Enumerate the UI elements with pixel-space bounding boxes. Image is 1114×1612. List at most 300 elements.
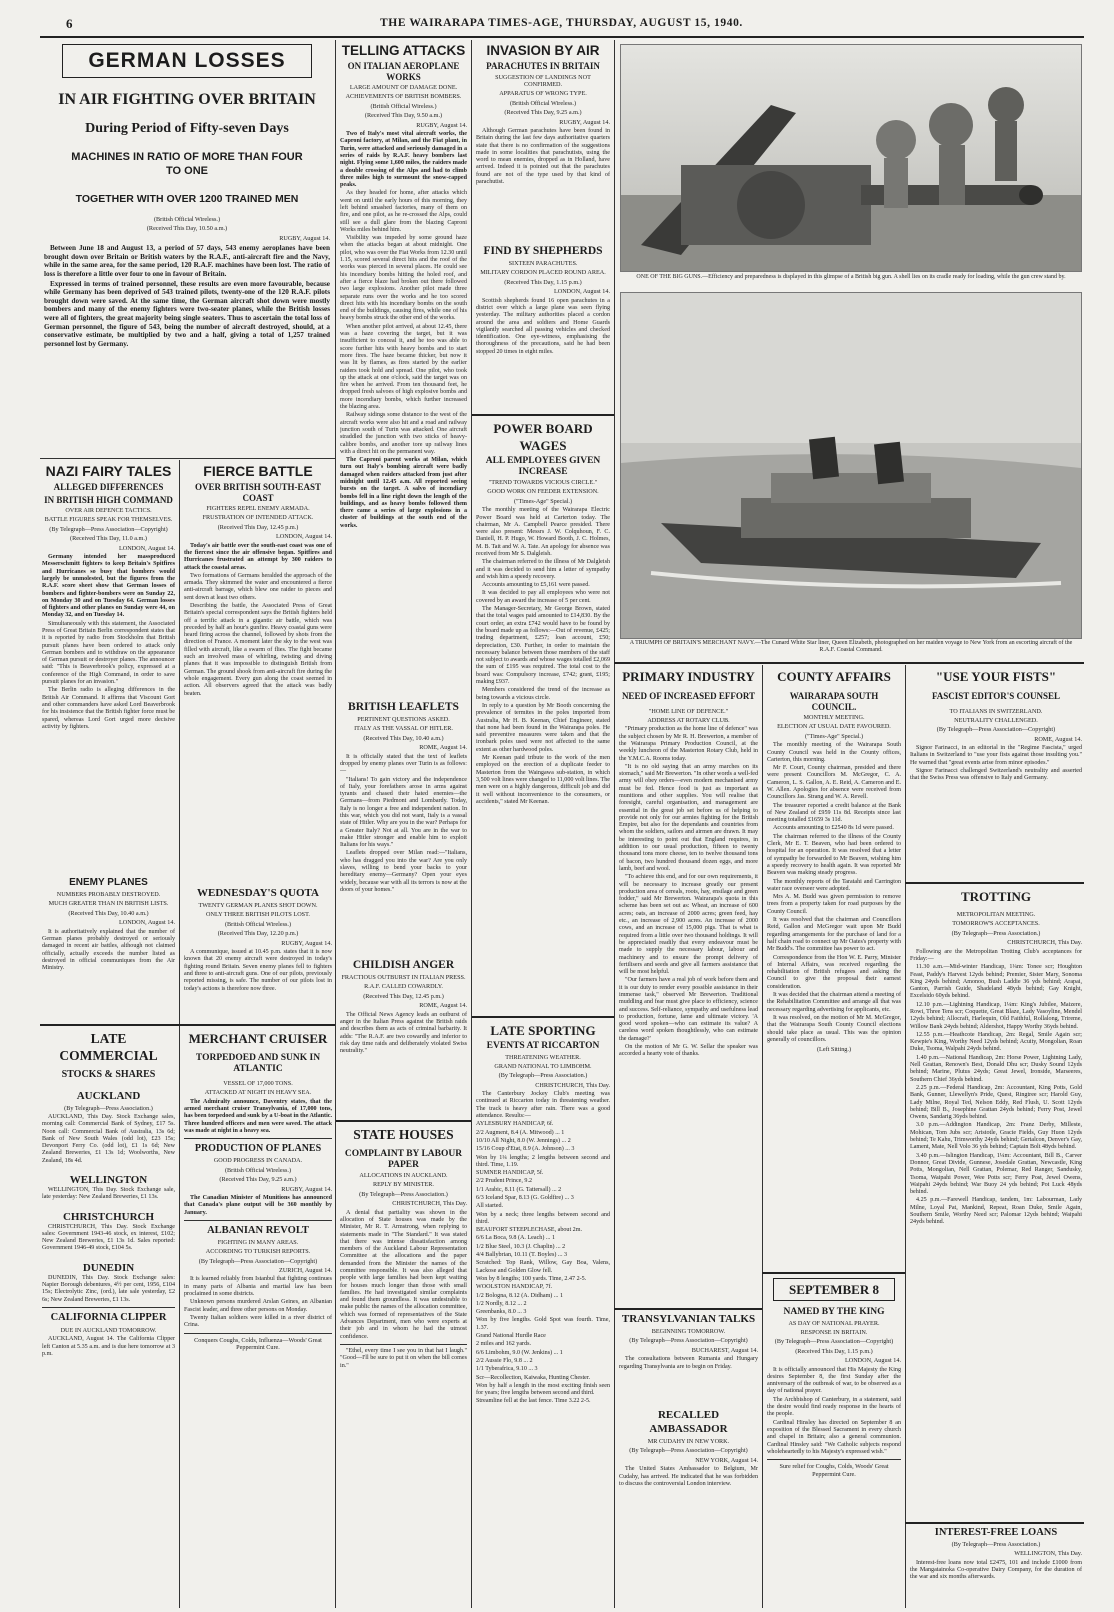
section-rule — [905, 882, 1084, 884]
power-board-credit: ("Times-Age" Special.) — [513, 497, 573, 505]
invasion-credit: (British Official Wireless.) — [509, 99, 577, 107]
telling-sub: ACHIEVEMENTS OF BRITISH BOMBERS. — [345, 93, 462, 101]
power-board-para: Mr Keenan paid tribute to the work of the men employed on the erection of a duplicate feeder to Masterton from the Waingawa sub-station, in which 3,500 volt lines were changed to 11,000 volt lines. The men were on a highly dangerous, difficult job and did it well without inconvenience to the consumers, or accidents," stated Mr Keenan. — [476, 755, 610, 805]
shepherds-received: (Received This Day, 1.15 p.m.) — [504, 278, 582, 286]
sporting-credit: (By Telegraph—Press Association.) — [498, 1072, 588, 1080]
trotting-headline: TROTTING — [960, 889, 1032, 904]
ship-image — [621, 293, 1081, 638]
september-dateline: LONDON, August 14. — [844, 1357, 901, 1365]
primary-sub: "HOME LINE OF DEFENCE." — [648, 707, 729, 715]
section-rule — [614, 1308, 762, 1310]
trotting-para: 11.30 a.m.—Mid-winter Handicap, 1¼m: Tonee scr; Houghton Feast, Paddy's Harvest 12yds behind; Premier, Sister Mary, Sonoma King 24yds behind; Amonoo, Bush Laddie 36 yds behind; Arapai, Ganton, Parrish Guide, Shadeland 48yds behind; Gay Knight, Excelsido 60yds behind. — [910, 964, 1082, 1000]
trotting-para: 12.55 p.m.—Heathcote Handicap, 2m: Regal, Smile Again scr; Kewpie's King, Worthy Need 12yds behind; Acuity, Mongolian, Roan Duke, Tsoma, Walpahi 24yds behind. — [910, 1031, 1082, 1053]
production-credit: (British Official Wireless.) — [224, 1166, 292, 1174]
interest-headline: INTEREST-FREE LOANS — [934, 1527, 1058, 1538]
trotting-credit: (By Telegraph—Press Association.) — [951, 929, 1041, 937]
nazi-para: Simultaneously with this statement, the Associated Press of Great Britain Berlin correspondent states that it is reported by radio from Stockholm that British pursuit planes have been ordered to attack only German bombers and to withdraw on the appearance of German pursuit or destroyer planes. The announcer said: "This is Beaverbrook's policy, expressed at a conference of the High Command, in order to save pursuit planes for an invasion." — [42, 620, 175, 686]
shepherds-sub: MILITARY CORDON PLACED ROUND AREA. — [480, 269, 606, 277]
telling-para: When another pilot arrived, at about 12.45, there was a haze covering the target, but it was insufficient to conceal it, and he too was able to score further hits with heavy bombs and to start more fires. The haze became thicker, but now it was lit by flames, as fires started by the earlier raiders took hold and spread. One pilot, who took up the attack at one o'clock, said the target was on fire when he arrived. From ten thousand feet, he dropped fresh salvoes of high explosive bombs and more incendiary bombs, which further increased the blazing area. — [340, 323, 467, 411]
race-result-line: Won by 8 lengths; 100 yards. Time, 2.47 2-5. — [476, 1275, 587, 1282]
childish-anger-article — [340, 958, 467, 1118]
enemy-planes-received: (Received This Day, 10.40 a.m.) — [68, 909, 149, 917]
september-credit: (By Telegraph—Press Association—Copyright) — [774, 1338, 894, 1346]
race-result-line: 6/6 Limbohm, 9.0 (W. Jenkins) ... 1 — [476, 1349, 563, 1356]
german-losses-article — [44, 44, 330, 454]
commercial-sub: STOCKS & SHARES — [61, 1069, 156, 1080]
transylvanian-sub: BEGINNING TOMORROW. — [651, 1328, 726, 1335]
invasion-headline: INVASION BY AIR — [486, 43, 600, 58]
column-rule — [905, 665, 906, 1608]
german-losses-dateline: RUGBY, August 14. — [279, 234, 330, 242]
telling-sub: LARGE AMOUNT OF DAMAGE DONE. — [349, 84, 458, 91]
telling-dateline: RUGBY, August 14. — [416, 121, 467, 129]
race-result-line: 10/10 All Night, 8.0 (W. Jennings) ... 2 — [476, 1137, 571, 1144]
primary-para: "Primary production as the home line of defence" was the subject chosen by Mr R. H. Brewerton, a member of the Wairarapa Primary Production Council, at the weekly luncheon of the Masterton Rotary Club, held in the Y.M.C.A. Rooms today. — [619, 726, 758, 762]
interest-free-article — [910, 1526, 1082, 1608]
september-received: (Received This Day, 1.15 p.m.) — [795, 1347, 873, 1355]
nazi-fairy-tales-article — [42, 462, 175, 870]
trotting-para: 4.25 p.m.—Farewell Handicap, tandem, 1m: Labourman, Lady Milne, Loyal Pat, Mankind, Repeat, Roan Duke, Smile Again, Southern Smile, Worthy Need scr; Palomar 12yds behind; Waipahi 24yds behind. — [910, 1197, 1082, 1226]
section-rule — [336, 1120, 471, 1122]
race-result-line: 2 miles and 162 yards. — [476, 1341, 532, 1348]
production-dateline: RUGBY, August 14. — [281, 1185, 332, 1193]
power-board-para: In reply to a question by Mr Booth concerning the prevalence of termites in the poles imported from Australia, Mr H. B. Keenan, Chief Engineer, stated that none had been found in the Wairarapa poles. He said preventive measures were taken and that the ironbark poles used were not affected to the same extent as other hardwood poles. — [476, 702, 610, 753]
telling-sub: ON ITALIAN AEROPLANE WORKS — [347, 61, 460, 82]
shepherds-dateline: LONDON, August 14. — [553, 288, 610, 296]
fierce-sub: FRUSTRATION OF INTENDED ATTACK. — [202, 514, 314, 522]
divider — [184, 1220, 332, 1221]
state-houses-joke: "Ethel, every time I see you in that hat I laugh." "Good—I'll be sure to put it on when the bill comes in." — [340, 1347, 467, 1369]
september-sub: RESPONSE IN BRITAIN. — [800, 1328, 868, 1336]
primary-industry-article — [619, 668, 758, 1304]
county-para: It was decided that the chairman attend a meeting of the Rehabilitation Committee and arrange all that was necessary regarding advertising for applicants, etc. — [767, 992, 901, 1013]
recalled-dateline: NEW YORK, August 14. — [695, 1456, 758, 1464]
state-houses-dateline: CHRISTCHURCH, This Day. — [392, 1200, 467, 1208]
county-para: The monthly meeting of the Wairarapa South County Council was held in the County offices, Carterton, this morning. — [767, 742, 901, 763]
fists-sub: NEUTRALITY CHALLENGED. — [954, 716, 1038, 724]
recalled-credit: (By Telegraph—Press Association—Copyright) — [629, 1447, 748, 1455]
september-ad: Sure relief for Coughs, Colds, Woods' Great Peppermint Cure. — [779, 1463, 889, 1478]
sporting-headline: LATE SPORTING — [490, 1023, 596, 1038]
fierce-received: (Received This Day, 12.45 p.m.) — [217, 523, 299, 531]
power-board-para: Members considered the trend of the increase as being towards a vicious circle. — [476, 687, 610, 701]
wednesday-credit: (British Official Wireless.) — [224, 920, 292, 928]
telling-para: Visibility was impeded by some ground haze when the attacks began at about midnight. One pilot, who was over the Fiat Works from 12.30 until 1.15, scored several direct hits and the roof of the works was pierced in several places. He could see his incendiary bombs hitting the holed roof, and after a fierce blaze had broken out there followed two large explosions. Another pilot made three separate runs over the works and he too scored direct hits with his incendiary bombs on the south end of the buildings, causing fires, while one of his heavy bombs struck the other end of the works. — [340, 235, 467, 322]
primary-para: "It is no old saying that an army marches on its stomach," said Mr Brewerton. "In other words a well-fed army will obey orders—even modern mechanised army must be fed. Hence food is just as important as munitions and other supplies. You will realise that foresight, careful organisation, and management are essential in the great job set before us of helping to provide not only for our armies fighting for the British Empire, but also for the dependants and countries from whom the soldiers, sailors and airmen are drawn. It may be interesting to point out that England requires, in addition to our usual production, fifteen to twenty thousand tons more cheese, ten to twelve thousand tons of bacon, two hundred thousand dozen eggs, and more lamb, beef and wool. — [619, 763, 758, 872]
albanian-sub: ACCORDING TO TURKISH REPORTS. — [205, 1248, 311, 1256]
september-para: The Archbishop of Canterbury, in a statement, said the desire would find ready response in the hearts of the people. — [767, 1396, 901, 1418]
trotting-article — [910, 888, 1082, 1518]
fists-headline: "USE YOUR FISTS" — [935, 669, 1057, 684]
shepherds-headline: FIND BY SHEPHERDS — [483, 245, 603, 257]
county-para: Accounts amounting to £2540 8s 1d were passed. — [773, 825, 894, 832]
race-result-line: 2/2 Augment, 8.4 (A. Mitwood) ... 1 — [476, 1129, 565, 1136]
albanian-ad: Conquers Coughs, Colds, Influenza—Woods' Great Peppermint Cure. — [194, 1336, 322, 1351]
shepherds-sub: SIXTEEN PARACHUTES. — [508, 260, 578, 267]
albanian-sub: FIGHTING IN MANY AREAS. — [217, 1238, 299, 1246]
invasion-para: Although German parachutes have been found in Britain during the last few days authoritative quarters state that there is no confirmation of the suggestions made in some localities that parachutists, using the word to mean enemies, dropped as in Holland, have arrived. Indeed it is pointed out that the parachutes found are not of the type used by that kind of parachutist. — [476, 127, 610, 186]
nazi-para: Germany intended her massproduced Messerschmitt fighters to keep Britain's Spitfires and Hurricanes so busy that bombers would largely be unmolested, but the figures from the R.A.F. score sheet show that German losses of bombers and fighter-bombers were on Sunday 22, on Monday 30 and on Tuesday 64. German losses of fighters and other planes on Sunday were 44, on Monday 32, and on Tuesday 14. — [42, 554, 175, 619]
county-para: The monthly reports of the Taratahi and Carrington water race overseer were adopted. — [767, 878, 901, 892]
trotting-para: 1.40 p.m.—National Handicap, 2m: Horse Power, Lightning Lady, Nell Grattan, Renown's Best, Donald Dhu scr; Dusky Sound 12yds behind; Marine, Plutus 24yds; Great Jewel, Ironside, Marseeres, Southern Chief 36yds behind. — [910, 1054, 1082, 1083]
race-result-line: 1/2 Bologna, 8.12 (A. Didham) ... 1 — [476, 1292, 563, 1299]
power-board-sub: GOOD WORK ON FEEDER EXTENSION. — [487, 488, 599, 496]
enemy-planes-sub: NUMBERS PROBABLY DESTROYED. — [56, 891, 161, 898]
nazi-para: The Berlin radio is alleging differences in the British Air Command. It affirms that Viscount Gort and other commanders have asked Lord Beaverbrook for his insistence that the British fighter force must be spared, whereas Lord Gort urged more decisive activity by fighters. — [42, 687, 175, 730]
section-rule — [762, 1272, 905, 1274]
trotting-para: 12.10 p.m.—Lightning Handicap, 1¼m: King's Jubilee, Maizere, Rowi, Three Tens scr; Coquette, Great Blaze, Lady Vasoyline, Mendel 12yds behind; Allocraft, Harlequin, Old Faithful, Rollalong, Trireme, Willow Bank 24yds behind; Aldershot, Happy Worthy 36yds behind. — [910, 1001, 1082, 1030]
race-result-line: 1/2 Nordly, 8.12 ... 2 — [476, 1300, 527, 1307]
page-number: 6 — [66, 16, 73, 31]
recalled-para: The United States Ambassador to Belgium, Mr Cudahy, has arrived. He indicated that he was forbidden to discuss the controversial London interview. — [619, 1466, 758, 1487]
german-losses-sub1: IN AIR FIGHTING OVER BRITAIN — [58, 91, 316, 108]
albanian-headline: ALBANIAN REVOLT — [207, 1224, 309, 1236]
leaflets-para: It is officially stated that the text of leaflets dropped by enemy planes over Turin is as follows:— — [340, 753, 467, 775]
race-result-line: SUMNER HANDICAP, 5f. — [476, 1170, 544, 1177]
race-result-line: 6/6 La Boca, 9.8 (A. Leach) ... 1 — [476, 1235, 556, 1242]
power-board-sub: "TREND TOWARDS VICIOUS CIRCLE." — [488, 479, 598, 486]
county-sub: WAIRARAPA SOUTH COUNCIL. — [789, 691, 879, 712]
race-result-line: 2/2 Prudent Prince, 9.2 — [476, 1178, 533, 1185]
merchant-sub: VESSEL OF 17,000 TONS. — [223, 1080, 293, 1087]
enemy-planes-headline: ENEMY PLANES — [69, 877, 148, 888]
commercial-christchurch-head: CHRISTCHURCH — [62, 1210, 155, 1223]
wednesday-sub: TWENTY GERMAN PLANES SHOT DOWN. — [198, 902, 318, 909]
power-board-article — [476, 420, 610, 1012]
state-houses-sub: ALLOCATIONS IN AUCKLAND. — [359, 1172, 448, 1179]
nazi-sub: IN BRITISH HIGH COMMAND — [44, 494, 173, 505]
race-result-line: 4/4 Ballybrian, 10.11 (T. Boyles) ... 3 — [476, 1252, 568, 1259]
county-affairs-article — [767, 668, 901, 1268]
primary-sub: ADDRESS AT ROTARY CLUB. — [647, 716, 730, 724]
section-rule — [472, 414, 614, 416]
production-para: The Canadian Minister of Munitions has announced that Canada's plane output will be 360 monthly by January. — [184, 1194, 332, 1216]
use-your-fists-article — [910, 668, 1082, 880]
race-result-line: 2/2 Aussie Flo, 9.8 ... 2 — [476, 1357, 533, 1364]
race-result-line: AYLESBURY HANDICAP, 6f. — [476, 1121, 554, 1128]
divider — [184, 1138, 332, 1139]
british-leaflets-article — [340, 700, 467, 952]
german-losses-credit: (British Official Wireless.) — [153, 216, 221, 223]
fists-sub: FASCIST EDITOR'S COUNSEL — [931, 691, 1061, 701]
nazi-sub: ALLEGED DIFFERENCES — [53, 482, 164, 492]
production-headline: PRODUCTION OF PLANES — [194, 1143, 322, 1155]
leaflets-received: (Received This Day, 10.40 a.m.) — [363, 734, 444, 742]
fierce-dateline: LONDON, August 14. — [275, 533, 332, 541]
leaflets-sub: ITALY AS THE VASSAL OF HITLER. — [354, 725, 453, 733]
childish-dateline: ROME, August 14. — [419, 1002, 467, 1010]
county-sub: ELECTION AT USUAL DATE FAVOURED. — [777, 723, 891, 731]
invasion-sub: SUGGESTION OF LANDINGS NOT CONFIRMED. — [495, 73, 591, 88]
fists-dateline: ROME, August 14. — [1034, 735, 1082, 743]
fists-para: Signor Farinacci, in an editorial in the "Regime Fascista," urged Italians in Switzerland to "use your fists against those insulting you." He warned that "great events arise from minor episodes." — [910, 745, 1082, 766]
fierce-para: Today's air battle over the south-east coast was one of the fiercest since the air offensive began. Spitfires and Hurricanes frustrated an attempt by 300 raiders to attack the coastal areas. — [184, 542, 332, 571]
trotting-dateline: CHRISTCHURCH, This Day. — [1007, 939, 1082, 947]
merchant-sub: ATTACKED AT NIGHT IN HEAVY SEA. — [204, 1089, 312, 1097]
primary-sub: NEED OF INCREASED EFFORT — [621, 691, 756, 701]
transylvanian-dateline: BUCHAREST, August 14. — [691, 1346, 758, 1354]
fists-sub: TO ITALIANS IN SWITZERLAND. — [949, 707, 1043, 715]
telling-headline: TELLING ATTACKS — [341, 43, 466, 58]
commercial-dunedin-head: DUNEDIN — [82, 1261, 135, 1274]
september-headline: SEPTEMBER 8 — [789, 1282, 879, 1297]
german-losses-sub4: TOGETHER WITH OVER 1200 TRAINED MEN — [75, 193, 299, 205]
commercial-auckland-head: AUCKLAND — [76, 1089, 141, 1102]
sporting-dateline: CHRISTCHURCH, This Day. — [535, 1081, 610, 1089]
county-left-sitting: (Left Sitting.) — [816, 1046, 852, 1054]
invasion-dateline: RUGBY, August 14. — [559, 118, 610, 126]
recalled-headline: RECALLED AMBASSADOR — [649, 1409, 728, 1435]
power-board-para: Accounts amounting to £5,161 were passed. — [482, 582, 590, 589]
september-article — [767, 1278, 901, 1606]
wednesday-para: A communique, issued at 10.45 p.m. states that it is now known that 20 enemy aircraft were destroyed in today's fighting round Britain. Seven enemy planes fell to fighters and three to anti-aircraft guns. One of our pilots, previously reported missing, is safe. The number of our pilots lost in today's actions is therefore now three. — [184, 949, 332, 992]
race-result-line: Won by a neck; three lengths between second and third. — [476, 1211, 610, 1225]
divider — [767, 1459, 901, 1460]
power-board-para: The Manager-Secretary, Mr George Brown, stated that the total wages paid amounted to £14,830. By the court order, an extra £742 would have to be found by the board made up as follows:—Out of revenue, £425; trading department, £257; loan account, £50; depreciation, £30. Further, in order to maintain the necessary balance between those members of the staff not subject to awards and whose wages totalled £2,069 the sum of £195 was required. The total cost to the board was: Compulsory increase, £742; grant, £195; making £937. — [476, 606, 610, 686]
commercial-headline: LATE COMMERCIAL — [59, 1031, 158, 1063]
county-sub: MONTHLY MEETING. — [803, 714, 865, 721]
leaflets-headline: BRITISH LEAFLETS — [348, 701, 459, 713]
power-board-headline: POWER BOARD WAGES — [493, 421, 593, 453]
september-sub: NAMED BY THE KING — [783, 1307, 885, 1317]
section-rule — [40, 1024, 335, 1026]
fierce-para: Describing the battle, the Associated Press of Great Britain's special correspondent says the British fighters held off a terrific attack in a gigantic air battle, which was preceded by half an hour's gunfire. Heavy coastal guns were heard firing across the channel, followed by shots from the direction of France. A moment later the sky to the west was filled with aircraft, like a swarm of flies. The fight became such an involved mass of whirling, twisting and diving planes that it was impossible to distinguish British from German. The ground shook from anti-aircraft fire during the whole engagement. Every gun along the coast seemed in action. All observers agreed that the attack was badly beaten. — [184, 603, 332, 697]
fierce-battle-article — [184, 462, 332, 882]
german-losses-sub2: During Period of Fifty-seven Days — [85, 121, 289, 136]
race-result-line: 1/2 Blue Steel, 10.3 (J. Chaplin) ... 2 — [476, 1243, 566, 1250]
german-losses-headline: GERMAN LOSSES — [88, 49, 286, 72]
fierce-para: Two formations of Germans heralded the approach of the armada. They skimmed the water and encountered a fierce anti-aircraft barrage, which blew one raider to pieces and sent down at least two others. — [184, 572, 332, 601]
race-result-line: 1/1 Arabic, 8.11 (G. Tattersall) ... 2 — [476, 1186, 562, 1193]
masthead-rule — [40, 36, 1084, 38]
recalled-sub: MR CUDAHY IN NEW YORK. — [647, 1438, 730, 1445]
wednesday-headline: WEDNESDAY'S QUOTA — [197, 887, 319, 899]
sporting-sub: GRAND NATIONAL TO LIMBOHM. — [494, 1062, 592, 1070]
power-board-sub: ALL EMPLOYEES GIVEN INCREASE — [485, 456, 601, 477]
interest-para: Interest-free loans now total £2475, 101 and include £1000 from the Mangatainoka Co-operative Dairy Company, for the duration of the war and six months afterwards. — [910, 1559, 1082, 1581]
fists-para: Signor Farinacci challenged Switzerland's neutrality and asserted that the Swiss Press was offensive to Italy and Germany. — [910, 768, 1082, 782]
county-para: The chairman referred to the illness of the County Clerk, Mr E. T. Beaven, who had been ordered to hospital for an operation. It was resolved that a letter of sympathy be forwarded to Mr Beaven, wishing him a speedy recovery to health again. It was reported Mr Beaven was making steady progress. — [767, 833, 901, 877]
leaflets-dateline: ROME, August 14. — [419, 744, 467, 752]
invasion-sub: APPARATUS OF WRONG TYPE. — [499, 90, 587, 98]
primary-headline: PRIMARY INDUSTRY — [622, 669, 755, 684]
clipper-text: AUCKLAND, August 14. The California Clipper left Canton at 5.35 a.m. and is due here tomorrow at 3 p.m. — [42, 1336, 175, 1357]
trotting-para: Following are the Metropolitan Trotting Club's acceptances for Friday:— — [910, 948, 1082, 962]
column-rule — [762, 665, 763, 1608]
fists-credit: (By Telegraph—Press Association—Copyright) — [936, 726, 1056, 734]
county-para: It was resolved that the chairman and Councillors Reid, Gallon and McGregor wait upon Mr Budd regarding arrangements for the purchase of land for a half chain road to connect up Mr Oates's property with Mr Budd's. The committee has power to act. — [767, 917, 901, 953]
childish-para: The Official News Agency leads an outburst of anger in the Italian Press against the British raids and describes them as acts of criminal barbarity. It adds: "The R.A.F. are two cowardly and inferior to risk day time raids and deliberately violated Swiss neutrality." — [340, 1011, 467, 1055]
county-para: The treasurer reported a credit balance at the Bank of New Zealand of £959 11s 8d. Receipts since last meeting totalled £1659 3s 11d. — [767, 802, 901, 824]
state-houses-credit: (By Telegraph—Press Association.) — [359, 1190, 448, 1198]
trotting-para: 2.25 p.m.—Federal Handicap, 2m: Accountant, King Potts, Gold Bank, Gunner, Llewellyn's Pride, Quest, Ringtree scr; Harold Guy, Lady Milne, Royal Ted, Nelson Eddy, Red Flush, U. Scott 12yds behind; Bill B., Josephine Grattan 24yds behind; Ferry Post, Jewel Owens, Sandarig 36yds behind. — [910, 1084, 1082, 1121]
transylvanian-headline: TRANSYLVANIAN TALKS — [621, 1313, 756, 1325]
german-losses-sub3: MACHINES IN RATIO OF MORE THAN FOUR TO ONE — [71, 151, 303, 177]
interest-credit: (By Telegraph—Press Association.) — [951, 1541, 1041, 1548]
county-credit: ("Times-Age" Special.) — [804, 732, 864, 740]
race-result-line: WOOLSTON HANDICAP, 7f. — [476, 1284, 553, 1291]
telling-para: Railway sidings some distance to the west of the aircraft works were also hit and a road and railway junction south of Turin was attacked. One aircraft straddled the junction with two sticks of heavy-calibre bombs, and another tore up railway lines with a direct hit on the permanent way. — [340, 412, 467, 455]
shepherds-article — [476, 244, 610, 412]
primary-para: "To achieve this end, and for our own requirements, it will be necessary to increase greatly our present production area of cereals, roots, hay, ensilage and green fodder," said Mr Brewerton. Wairarapa's quota in this scheme has been set out as: Wheat, an increase of 600 acres; oats, an increase of 2000 acres; green feed, hay etc., an increase of 2,900 acres. An increase of 2000 cows, and an increase of 15,000 pigs. That is what is required from a little over two thousand holdings. It will be appreciated readily that every endeavour must be made to supply the necessary labour, labour and machinery and to ensure the prompt delivery of fertilisers and seeds and give all farmers assistance that will be most helpful. — [619, 874, 758, 976]
telling-received: (Received This Day, 9.50 a.m.) — [364, 112, 443, 120]
commercial-auckland-text: AUCKLAND, This Day. Stock Exchange sales, morning call: Commercial Bank of Sydney, £17 5s. Noon call: Commercial Bank of Australia, 13s 6d; Bank of New South Wales (odd lot), £23 15s; Devonport Ferry Co. (odd lot), £1 1s 6d; New Zealand Breweries, £1 13s 1d; Woolworths, New Zealand, 18s 4d. — [42, 1113, 175, 1164]
production-received: (Received This Day, 9.25 a.m.) — [219, 1176, 297, 1184]
nazi-credit: (By Telegraph—Press Association—Copyright) — [49, 525, 168, 533]
divider — [184, 1333, 332, 1334]
nazi-received: (Received This Day, 11.0 a.m.) — [70, 535, 147, 543]
leaflets-para: Leaflets dropped over Milan read:—"Italians, who has dragged you into the war? Are you only slaves, willing to bend your backs to your hereditary enemy—Germany? Open your eyes widely, because war with all its terrors is now at the doors of your homes." — [340, 850, 467, 893]
wednesday-dateline: RUGBY, August 14. — [281, 939, 332, 947]
shepherds-para: Scottish shepherds found 16 open parachutes in a district over which a large plane was seen flying yesterday. The military authorities placed a cordon around the area and soldiers and Home Guards vigilantly searched all passing vehicles and checked identification. One eye-witness, emphasising the thoroughness of the precautions, said he had been stopped 20 times in eight miles. — [476, 297, 610, 355]
childish-sub: R.A.F. CALLED COWARDLY. — [364, 983, 443, 991]
september-para: It is officially announced that His Majesty the King desires September 8, the first Sunday after the anniversary of the outbreak of war, to be observed as a day of national prayer. — [767, 1366, 901, 1395]
transylvanian-credit: (By Telegraph—Press Association—Copyright) — [629, 1337, 748, 1345]
race-result-line: Won by 1¼ lengths; 2 lengths between second and third. Time, 1.19. — [476, 1154, 610, 1168]
trotting-para: 3.40 p.m.—Islington Handicap, 1¼m: Accountant, Bill B., Carver Donnor, Great Divide, Gunnese, Josedale Grattan, Newcastle, King Potts, Mongolian, Nell Grattan, Polemar, Red Ranger, Sandusky, Tsoma, Waipahi Power, Wee Potts scr; Ferry Post, Jewel Owens, Waipahi 24yds behind; War Buoy 24 yds behind; Pot Luck 48yds behind. — [910, 1152, 1082, 1196]
telling-attacks-article — [340, 42, 467, 692]
late-commercial-article — [42, 1030, 175, 1605]
masthead — [40, 14, 1084, 36]
divider — [340, 1344, 467, 1345]
power-board-para: The chairman referred to the illness of Mr Dalgleish and it was decided to send him a letter of sympathy and wish him a speedy recovery. — [476, 559, 610, 580]
enemy-planes-sub: MUCH GREATER THAN IN BRITISH LISTS. — [48, 900, 169, 908]
primary-para: "Our farmers have a real job of work before them and it is our duty to render every possible assistance in their immense task," observed Mr Brewerton. Traditional muddling and fear must give place to efficiency, science and success. Self-reliance, sympathy and usefulness lead to production, fortune, fame and ultimate victory. 'A good word spoken—who can estimate its value? A careless word spoken thoughtlessly, who can estimate the damage?' — [619, 977, 758, 1042]
sporting-sub: EVENTS AT RICCARTON — [486, 1041, 600, 1051]
county-headline: COUNTY AFFAIRS — [777, 669, 891, 684]
big-gun-photo — [620, 44, 1082, 272]
telling-para: Two of Italy's most vital aircraft works, the Caproni factory, at Milan, and the Fiat plant, in Turin, were attacked and seriously damaged in a series of raids by R.A.F. heavy bombers last night. Flying some 1,600 miles, the raiders made a double crossing of the Alps and had to climb three miles high to surmount the snow-capped peaks. — [340, 131, 467, 189]
german-losses-para: Expressed in terms of trained personnel, these results are even more favourable, because while Germany has been deprived of 543 trained pilots, twenty-one of the 120 R.A.F. pilots brought down were saved. At the same time, the German aircraft shot down were mostly bombers and many of the enemy fighters were two-seater planes, while the British losses were all of fighters, the great majority being single seaters. Thus to ascertain the total loss of German personnel, the figure of 543, being the number of aircraft destroyed, should, at a conservative estimate, be multiplied by two and a half, giving a total of 1,257 trained personnel lost by Germany. — [44, 279, 330, 348]
telling-para: As they headed for home, after attacks which went on until the early hours of this morning, they left behind smashed factories, many of them on fire, and one pilot, as he re-crossed the Alps, could still see a dull glare from the blazing Caproni Works miles behind him. — [340, 190, 467, 233]
telling-credit: (British Official Wireless.) — [370, 102, 437, 110]
column-rule — [335, 40, 336, 1608]
german-losses-para: Between June 18 and August 13, a period of 57 days, 543 enemy aeroplanes have been brought down over Britain or British waters by the R.A.F., anti-aircraft fire and the Navy, while in the same area, for the same period, 120 R.A.F. machines have been lost. The ratio of loss is therefore a little over four to one in favour of Britain. — [44, 244, 330, 278]
big-gun-caption: ONE OF THE BIG GUNS.—Efficiency and preparedness is displayed in this glimpse of a British big gun. A shell lies on its cradle ready for loading, while the gun crew stand by. — [636, 274, 1066, 280]
albanian-para: Twenty Italian soldiers were killed in a river district of Crina. — [184, 1314, 332, 1329]
column-rule — [179, 460, 180, 1608]
county-para: Mrs A. M. Budd was given permission to remove trees from a property taken for road purposes by the County Council. — [767, 894, 901, 915]
nazi-dateline: LONDON, August 14. — [118, 544, 175, 552]
race-result-line: 1/1 Tyberafrica, 9.10 ... 3 — [476, 1366, 538, 1373]
commercial-wellington-text: WELLINGTON, This Day. Stock Exchange sale, late yesterday: New Zealand Breweries, £1 13s. — [42, 1186, 175, 1201]
race-result-line: BEAUFORT STEEPLECHASE, about 2m. — [476, 1227, 582, 1234]
race-result-line: All started. — [476, 1203, 504, 1210]
sporting-para: The Canterbury Jockey Club's meeting was continued at Riccarton today in threatening weather. The track is heavy after rain. There was a good attendance. Results:— — [476, 1091, 610, 1120]
clipper-headline: CALIFORNIA CLIPPER — [50, 1311, 167, 1323]
divider — [42, 1307, 175, 1308]
trotting-sub: METROPOLITAN MEETING. — [956, 911, 1036, 918]
section-rule — [905, 1522, 1084, 1524]
wednesday-quota-article — [184, 886, 332, 1020]
invasion-received: (Received This Day, 9.25 a.m.) — [504, 109, 582, 117]
race-result-line: Scratched: Top Rank, Willow, Gay Boa, Valens, Lackose and Golden Glow fell. — [476, 1260, 610, 1274]
albanian-credit: (By Telegraph—Press Association—Copyright) — [198, 1257, 318, 1265]
albanian-para: It is learned reliably from Istanbul that fighting continues in many parts of Albania and martial law has been proclaimed in some districts. — [184, 1276, 332, 1298]
section-rule — [614, 662, 1084, 664]
state-houses-sub: COMPLAINT BY LABOUR PAPER — [344, 1149, 463, 1170]
clipper-sub: DUE IN AUCKLAND TOMORROW. — [60, 1326, 157, 1334]
interest-dateline: WELLINGTON, This Day. — [1014, 1550, 1082, 1558]
fierce-headline: FIERCE BATTLE — [203, 463, 313, 479]
merchant-headline: MERCHANT CRUISER — [188, 1031, 328, 1046]
merchant-para: The Admiralty announce, Daventry states, that the armed merchant cruiser Transylvania, of 17,000 tons, has been torpedoed and sunk by a U-boat in the Atlantic. Three hundred officers and men were saved. The attack was made at night in a heavy sea. — [184, 1098, 332, 1134]
enemy-planes-dateline: LONDON, August 14. — [118, 919, 175, 927]
state-houses-headline: STATE HOUSES — [353, 1127, 454, 1142]
power-board-para: It was decided to pay all employees who were not covered by an award the increase of 5 per cent. — [476, 590, 610, 604]
wednesday-received: (Received This Day, 12.20 p.m.) — [217, 930, 299, 938]
state-houses-para: A denial that partiality was shown in the allocation of State houses was made by the Minister, Mr R. T. Armstrong, when replying to statements made in "The Standard." It was stated that there was intense dissatisfaction among members of the Auckland Labour Representation Committee at the allocations and the paper demanded from the Minister the names of the committee responsible. It was also alleged that people with large families had been kept waiting for houses much longer than those with small families. He had investigated similar complaints and found them groundless. It was undesirable to make public the names of the allocation committee, which was formed of representatives of the State Advances Department, men who were experts at their job and in whom he had the utmost confidence. — [340, 1209, 467, 1340]
invasion-sub: PARACHUTES IN BRITAIN — [486, 61, 600, 71]
commercial-dunedin-text: DUNEDIN, This Day. Stock Exchange sales: Napier Borough debentures, 4½ per cent, 1956, £104 15s; Electrolytic Zinc, (ord.), late sale yesterday, £2 6s; New Zealand Breweries, £1 13s. — [42, 1274, 175, 1303]
telling-para: The Caproni parent works at Milan, which turn out Italy's bombing aircraft were badly damaged when raiders attacked from just after midnight until 12.45 a.m. All reported seeing bursts on the target. A salvo of incendiary bombs fell in a line right down the length of the buildings, and as heavy bombs followed them there came a series of large explosions in a cluster of buildings at the south end of the works. — [340, 457, 467, 529]
primary-para: On the motion of Mr G. W. Sellar the speaker was accorded a hearty vote of thanks. — [619, 1044, 758, 1058]
state-houses-sub: REPLY BY MINISTER. — [373, 1181, 434, 1189]
column-rule — [471, 40, 472, 1608]
nazi-sub: BATTLE FIGURES SPEAK FOR THEMSELVES. — [44, 516, 173, 524]
race-result-line: Greenbanks, 8.0 ... 3 — [476, 1309, 527, 1316]
nazi-sub: OVER AIR DEFENCE TACTICS. — [65, 507, 152, 514]
big-gun-image — [621, 45, 1081, 271]
fierce-sub: FIGHTERS REPEL ENEMY ARMADA. — [206, 505, 310, 512]
merchant-cruiser-article — [184, 1030, 332, 1605]
childish-sub: FRACTIOUS OUTBURST IN ITALIAN PRESS. — [341, 974, 466, 981]
commercial-wellington-head: WELLINGTON — [69, 1173, 148, 1186]
trotting-para: 3.0 p.m.—Addington Handicap, 2m: Franz Derby, Milleste, Mohican, Tom Jubs scr; Aristotle, Gracie Fields, Guy Huon 12yds behind; Te Kahu, Trimworthy 24yds behind; Gertalcon, Denver's Gay, Lament, Mate, Nell Volo 36 yds behind; Captain Bolt 48yds behind. — [910, 1122, 1082, 1151]
merchant-sub: TORPEDOED AND SUNK IN ATLANTIC — [195, 1053, 321, 1074]
september-para: Cardinal Hinsley has directed on September 8 an exposition of the Blessed Sacrament in every church and chapel in Britain; also a general communion. Cardinal Hinsley said: "We Catholic subjects respond wholeheartedly to his Majesty's expressed wish." — [767, 1419, 901, 1455]
race-results-list — [476, 1121, 610, 1405]
race-result-line: Won by five lengths. Gold Spot was fourth. Time, 1.37. — [476, 1317, 610, 1331]
race-result-line: Scr—Recollection, Kaiwaka, Hunting Chester. — [476, 1374, 591, 1381]
sporting-sub: THREATENING WEATHER. — [505, 1053, 581, 1061]
childish-received: (Received This Day, 12.45 p.m.) — [363, 992, 444, 1000]
transylvanian-para: The consultations between Rumania and Hungary regarding Transylvania are to begin on Friday. — [619, 1356, 758, 1370]
race-result-line: 15/16 Coup d'Etat, 8.9 (A. Johnson) ... 3 — [476, 1146, 575, 1153]
county-para: It was resolved, on the motion of Mr M. McGregor, that the Wairarapa South County Council elections should take place as usual. This was the opinion generally of councillors. — [767, 1014, 901, 1043]
race-result-line: 6/3 Iceland Spar, 8.13 (G. Goldfire) ... 3 — [476, 1194, 574, 1201]
county-para: Mr F. Court, County chairman, presided and there were present Councillors M. McGregor, C. A. Cameron, L. S. Gallon, A. E. Reid, A. Cameron and E. W. Allen. Apologies for absence were received from Councillors Jas. Strang and W. A. Revell. — [767, 765, 901, 801]
september-sub: AS DAY OF NATIONAL PRAYER. — [788, 1319, 880, 1327]
fierce-sub: OVER BRITISH SOUTH-EAST COAST — [194, 482, 322, 503]
late-sporting-article — [476, 1022, 610, 1606]
childish-headline: CHILDISH ANGER — [352, 959, 455, 971]
enemy-planes-para: It is authoritatively explained that the number of German planes probably destroyed or seriously damaged in recent air battles, although not claimed officially, actually exceeds the number listed as destroyed in official communiques from the Air Ministry. — [42, 928, 175, 972]
commercial-christchurch-text: CHRISTCHURCH, This Day. Stock Exchange sales: Government 1943-46 stock, ex interest, £102; New Zealand Breweries, £1 13s 1d. Sales reported: Government 1946-49 stock, £104 5s. — [42, 1223, 175, 1252]
race-result-line: Grand National Hurdle Race — [476, 1333, 546, 1340]
county-para: Correspondence from the Hon W. E. Parry, Minister of Internal Affairs, was received regarding the rehabilitation of British refugees and asking the Council to give the proposal their earnest consideration. — [767, 954, 901, 990]
german-losses-received: (Received This Day, 10.50 a.m.) — [146, 225, 228, 233]
leaflets-para: "Italians! To gain victory and the independence of Italy, your forefathers arose in arms against tyrants and chased their hated enemies—the Germans—from Piedmont and Lombardy. Today, Italy is no longer a free and independent nation. In this war, which you did not want, Italy is a vassal state of Hitler. Why are you in the war? Perhaps for a Greater Italy? Not at all. You are in the war to make Hitler stronger and enable him to exploit Italians for his ways." — [340, 776, 467, 849]
production-sub: GOOD PROGRESS IN CANADA. — [213, 1157, 303, 1165]
race-result-line: Streamline fell at the last fence. Time 3.22 2-5. — [476, 1398, 591, 1405]
power-board-para: The monthly meeting of the Wairarapa Electric Power Board was held at Carterton today. The chairman, Mr A. Campbell Pearce presided. There were also present: Messrs J. W. Colquhoun, F. C. Daniell, H. P. Hugo, W. Howard Booth, J. C. Holmes, M. B. Tait and W. A. Tate. An apology for absence was received from Mr S. Dalgleish. — [476, 507, 610, 557]
queen-elizabeth-caption: A TRIUMPH OF BRITAIN'S MERCHANT NAVY.—The Cunard White Star liner, Queen Elizabeth, photographed on her maiden voyage to New York from an escorting aircraft of the R.A.F. Coastal Command. — [629, 640, 1073, 654]
nazi-headline: NAZI FAIRY TALES — [45, 463, 172, 479]
column-rule — [614, 40, 615, 1608]
enemy-planes-article — [42, 876, 175, 1019]
albanian-dateline: ZURICH, August 14. — [279, 1267, 332, 1275]
commercial-credit: (By Telegraph—Press Association.) — [64, 1104, 153, 1112]
queen-elizabeth-photo — [620, 292, 1082, 639]
masthead-title: THE WAIRARAPA TIMES-AGE, THURSDAY, AUGUST 15, 1940. — [380, 17, 743, 29]
trotting-sub: TOMORROW'S ACCEPTANCES. — [952, 920, 1040, 928]
race-result-line: Won by half a length in the most exciting finish seen for years; five lengths between second and third. — [476, 1382, 610, 1397]
section-rule — [40, 458, 335, 459]
recalled-article — [619, 1408, 758, 1606]
invasion-article — [476, 42, 610, 238]
transylvanian-article — [619, 1312, 758, 1404]
